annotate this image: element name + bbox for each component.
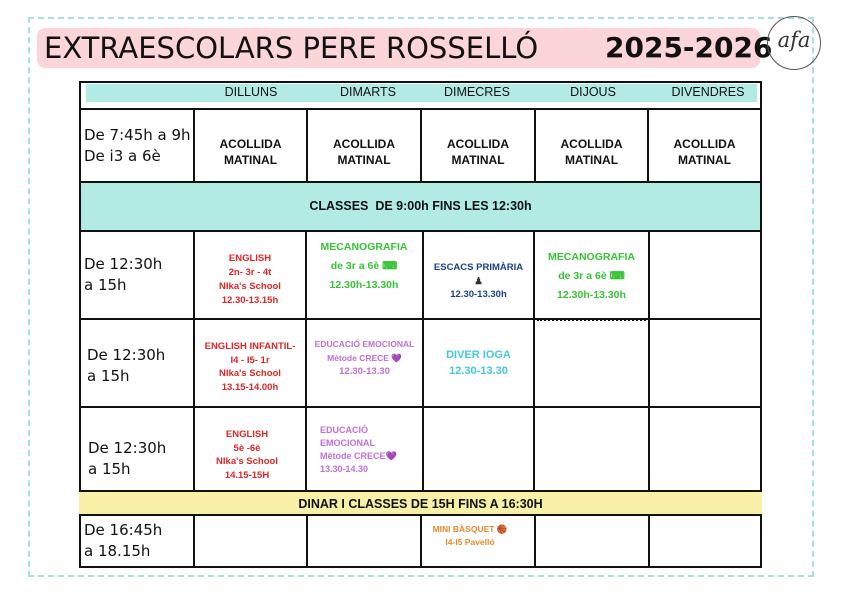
time-line: De 12:30h	[88, 439, 167, 457]
cell-line: EMOCIONAL	[320, 438, 375, 448]
cell-line: MATINAL	[677, 153, 732, 167]
cell-line: 13.30-14.30	[320, 464, 369, 474]
school-year: 2025-2026	[605, 31, 773, 64]
cell-line: I4 - I5- 1r	[230, 354, 270, 366]
time-line: a 15h	[84, 276, 127, 294]
row-divider	[79, 406, 762, 408]
cell-line: MINI BÀSQUET 🏀	[432, 524, 508, 534]
logo-text: afa	[777, 28, 811, 52]
cell-basquet-wed	[422, 523, 518, 548]
cell-line: NIka's School	[216, 456, 278, 467]
cell-line: MATINAL	[451, 153, 505, 167]
cell-line: 12.30-13.30h	[450, 289, 507, 300]
cell-line: ACOLLIDA	[333, 137, 395, 151]
time-morning	[84, 125, 191, 167]
day-friday: DIVENDRES	[671, 85, 745, 99]
cell-line: NIka's School	[219, 281, 281, 292]
time-line: De 16:45h	[84, 521, 163, 539]
afa-logo	[767, 16, 821, 70]
dotted-marker	[537, 319, 646, 321]
cell-ioga-wed	[424, 347, 533, 379]
cell-line: 12.30h-13.30h	[329, 279, 399, 291]
time-afternoon	[84, 520, 162, 562]
cell-line: de 3r a 6è ⌨	[558, 270, 625, 282]
cell-line: ENGLISH INFANTIL-	[204, 341, 296, 352]
time-line: a 15h	[88, 460, 131, 478]
cell-line: ACOLLIDA	[560, 137, 623, 151]
cell-line: MECANOGRAFIA	[548, 251, 635, 263]
cell-line: 12.30-13.30	[339, 366, 390, 377]
time-row2	[87, 345, 165, 387]
page-title: EXTRAESCOLARS PERE ROSSELLÓ	[44, 31, 539, 65]
lunch-band-label: DINAR I CLASSES DE 15H FINS A 16:30H	[298, 497, 543, 511]
cell-line: MATINAL	[564, 153, 619, 167]
col-divider	[648, 230, 650, 491]
cell-line: I4-I5 Pavelló	[445, 536, 495, 547]
cell-line: NIka's School	[219, 368, 281, 379]
cell-line: MATINAL	[337, 153, 391, 167]
cell-line: 12.30-13.15h	[221, 295, 279, 306]
cell-english-56-mon	[195, 428, 299, 482]
cell-line: ACOLLIDA	[673, 137, 736, 151]
cell-line: 12.30h-13.30h	[557, 289, 626, 301]
cell-line: MECANOGRAFIA	[320, 241, 408, 253]
cell-line: DIVER IOGA	[446, 349, 511, 361]
row-divider	[79, 230, 762, 232]
cell-line: 14.15-15H	[224, 469, 270, 481]
cell-acollida-fri	[649, 136, 760, 168]
cell-line: Mètode CRECE💜	[320, 451, 397, 461]
col-divider	[193, 514, 195, 568]
cell-acollida-wed	[422, 136, 534, 168]
cell-line: 2n- 3r - 4t	[228, 267, 272, 278]
day-wednesday: DIMECRES	[444, 85, 510, 99]
col-divider	[306, 514, 308, 568]
time-line: De i3 a 6è	[84, 147, 161, 165]
time-line: De 12:30h	[87, 346, 166, 364]
day-monday: DILLUNS	[224, 85, 278, 99]
chess-icon: ♟	[474, 275, 483, 287]
cell-line: ENGLISH	[225, 429, 269, 440]
time-row3	[88, 438, 166, 480]
time-line: De 7:45h a 9h	[84, 126, 191, 144]
cell-line: Mètode CRECE 💜	[327, 352, 402, 363]
time-row1	[84, 254, 162, 296]
day-tuesday: DIMARTS	[339, 85, 397, 99]
cell-line: 13.15-14.00h	[221, 381, 279, 393]
cell-line: EDUCACIÓ EMOCIONAL	[314, 339, 415, 349]
col-divider	[534, 514, 536, 568]
cell-line: ACOLLIDA	[447, 137, 509, 151]
cell-line: EDUCACIÓ	[320, 425, 369, 435]
cell-escacs-wed	[424, 261, 533, 302]
cell-line: 5è -6è	[233, 442, 261, 454]
classes-band-label: CLASSES DE 9:00h FINS LES 12:30h	[309, 199, 532, 213]
cell-line: ENGLISH	[228, 253, 272, 264]
cell-acollida-thu	[536, 136, 647, 168]
cell-line: ACOLLIDA	[219, 137, 282, 151]
cell-line: 12.30-13.30	[449, 365, 508, 377]
cell-mecanografia-tue	[307, 238, 421, 295]
row-divider	[79, 318, 762, 320]
col-divider	[648, 514, 650, 568]
cell-english-infantil-mon	[195, 340, 305, 394]
cell-acollida-tue	[308, 136, 420, 168]
time-line: a 18.15h	[84, 542, 151, 560]
cell-line: MATINAL	[223, 153, 278, 167]
time-line: De 12:30h	[84, 255, 163, 273]
cell-educacio-tue	[307, 338, 422, 379]
cell-mecanografia-thu	[535, 248, 648, 305]
cell-educacio-tue-2	[320, 424, 420, 476]
day-thursday: DIJOUS	[570, 85, 616, 99]
cell-line: de 3r a 6è ⌨	[330, 260, 398, 272]
cell-acollida-mon	[195, 136, 306, 168]
time-line: a 15h	[87, 367, 130, 385]
cell-english-mon	[195, 252, 305, 308]
cell-line: ESCACS PRIMÀRIA	[433, 262, 524, 273]
